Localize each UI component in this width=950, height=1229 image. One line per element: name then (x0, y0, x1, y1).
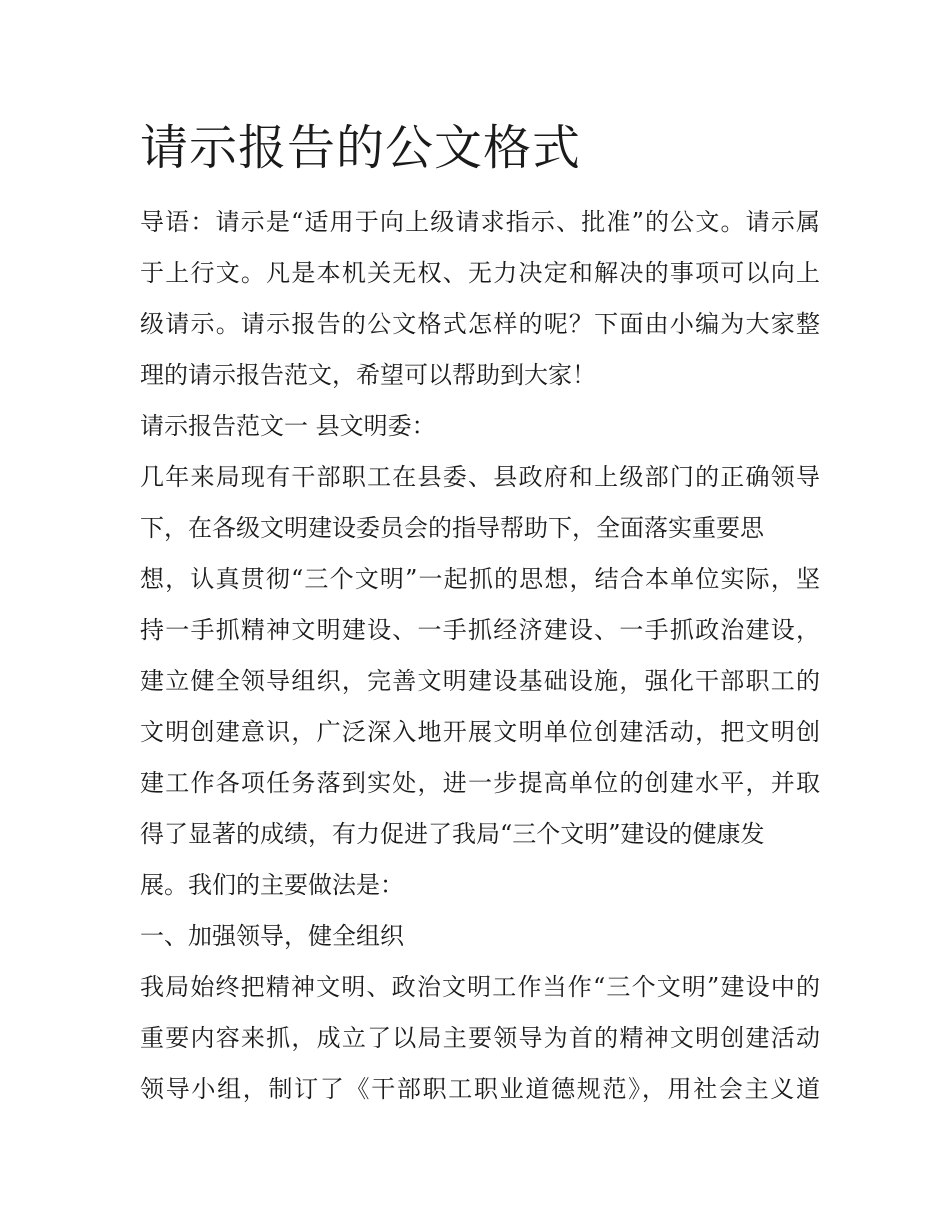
body-line-4: 持一手抓精神文明建设、一手抓经济建设、一手抓政治建设， (140, 616, 820, 644)
document-title: 请示报告的公文格式 (140, 120, 582, 176)
intro-line-4: 理的请示报告范文，希望可以帮助到大家！ (140, 361, 596, 389)
body-line-3: 想，认真贯彻“三个文明”一起抓的思想，结合本单位实际，坚 (140, 565, 820, 593)
intro-line-3: 级请示。请示报告的公文格式怎样的呢？下面由小编为大家整 (140, 310, 820, 338)
body-line-8: 得了显著的成绩，有力促进了我局“三个文明”建设的健康发 (140, 820, 765, 848)
body-line-7: 建工作各项任务落到实处，进一步提高单位的创建水平，并取 (140, 769, 820, 797)
body-line-1: 几年来局现有干部职工在县委、县政府和上级部门的正确领导 (140, 463, 820, 491)
section-line-2: 重要内容来抓，成立了以局主要领导为首的精神文明创建活动 (140, 1024, 820, 1052)
sample-heading: 请示报告范文一 县文明委： (140, 412, 436, 440)
body-line-9: 展。我们的主要做法是： (140, 871, 404, 899)
body-line-5: 建立健全领导组织，完善文明建设基础设施，强化干部职工的 (140, 667, 820, 695)
intro-line-1: 导语：请示是“适用于向上级请求指示、批准”的公文。请示属 (140, 208, 820, 236)
body-line-2: 下，在各级文明建设委员会的指导帮助下，全面落实重要思 (140, 514, 764, 542)
intro-line-2: 于上行文。凡是本机关无权、无力决定和解决的事项可以向上 (140, 259, 820, 287)
section-heading-1: 一、加强领导，健全组织 (140, 922, 404, 950)
section-line-3: 领导小组，制订了《干部职工职业道德规范》，用社会主义道 (140, 1075, 820, 1103)
section-line-1: 我局始终把精神文明、政治文明工作当作“三个文明”建设中的 (140, 973, 820, 1001)
body-line-6: 文明创建意识，广泛深入地开展文明单位创建活动，把文明创 (140, 718, 820, 746)
